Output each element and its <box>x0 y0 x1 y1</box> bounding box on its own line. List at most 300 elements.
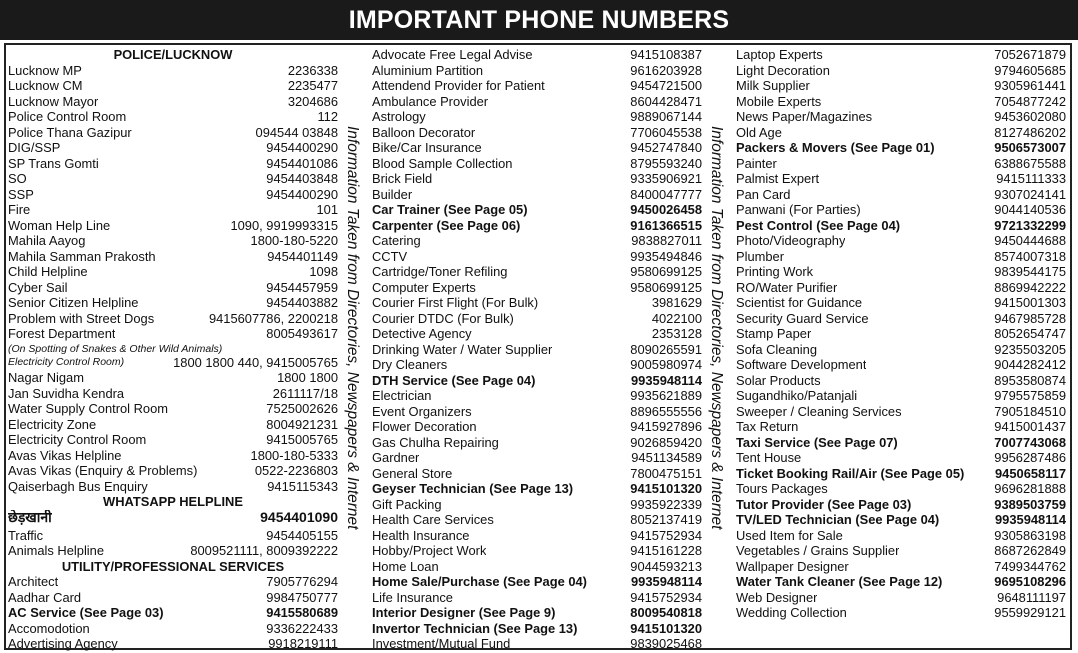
service-name: Painter <box>736 155 777 171</box>
phone-number: 8896555556 <box>630 403 702 419</box>
police-list-continued <box>8 370 338 494</box>
service-name: Drinking Water / Water Supplier <box>372 341 553 357</box>
phone-number: 9454401090 <box>260 508 338 525</box>
list-item <box>372 497 702 513</box>
phone-number: 9956287486 <box>994 450 1066 465</box>
service-name: Solar Products <box>736 372 821 388</box>
service-name: Scientist for Guidance <box>736 295 863 310</box>
phone-number: 9454721500 <box>630 78 702 93</box>
list-item <box>8 528 338 544</box>
service-name: Aluminium Partition <box>372 62 484 78</box>
list-item <box>8 233 338 249</box>
service-name: Cartridge/Toner Refiling <box>372 264 508 279</box>
phone-number: 7800475151 <box>630 465 702 481</box>
service-name: Astrology <box>372 109 426 124</box>
list-item <box>372 574 702 590</box>
phone-number: 2353128 <box>651 326 702 341</box>
list-item <box>736 450 1066 466</box>
list-item <box>372 419 702 435</box>
service-name: Problem with Street Dogs <box>8 310 155 326</box>
service-name: Panwani (For Parties) <box>736 202 861 217</box>
column-1 <box>8 47 338 652</box>
phone-number: 8604428471 <box>630 93 702 109</box>
list-item <box>736 388 1066 404</box>
service-name: DIG/SSP <box>8 140 61 155</box>
service-name: Forest Department <box>8 326 116 341</box>
service-name: Lucknow Mayor <box>8 93 99 109</box>
service-name: Photo/Videography <box>736 233 846 248</box>
list-item <box>736 264 1066 280</box>
source-note-vertical-2: Information Taken from Directories, Newspapers & Internet <box>708 126 725 530</box>
service-name: Dry Cleaners <box>372 357 448 372</box>
list-item <box>8 448 338 464</box>
list-item <box>372 187 702 203</box>
list-item <box>372 388 702 404</box>
service-name: AC Service (See Page 03) <box>8 605 164 620</box>
list-item <box>736 171 1066 187</box>
phone-number: 9161366515 <box>630 217 702 233</box>
list-item <box>372 404 702 420</box>
list-item <box>372 140 702 156</box>
phone-number: 9454403848 <box>266 171 338 186</box>
service-name: Water Supply Control Room <box>8 401 168 416</box>
electricity-numbers: 1800 1800 440, 9415005765 <box>173 354 338 370</box>
list-item <box>372 171 702 187</box>
service-name: Traffic <box>8 527 44 543</box>
service-name: Sugandhiko/Patanjali <box>736 388 858 403</box>
service-name: Pan Card <box>736 186 791 202</box>
phone-number: 9616203928 <box>630 62 702 78</box>
service-name: Mahila Samman Prakosth <box>8 248 156 264</box>
service-name: Pest Control (See Page 04) <box>736 217 901 233</box>
list-item <box>372 78 702 94</box>
phone-number: 9935494846 <box>630 248 702 264</box>
phone-number: 9450026458 <box>630 202 702 217</box>
electricity-note-row <box>8 355 338 371</box>
service-name: Electrician <box>372 388 432 403</box>
service-name: Ticket Booking Rail/Air (See Page 05) <box>736 465 965 481</box>
phone-number: 9467985728 <box>994 310 1066 326</box>
section-heading-police: POLICE/LUCKNOW <box>113 47 233 62</box>
service-name: Courier DTDC (For Bulk) <box>372 310 514 326</box>
list-item <box>372 47 702 63</box>
phone-number: 8869942222 <box>994 279 1066 295</box>
service-name: Electricity Control Room <box>8 432 147 447</box>
list-item <box>8 326 338 342</box>
phone-number: 7905776294 <box>266 574 338 589</box>
service-name: Police Control Room <box>8 109 127 124</box>
service-name: Gardner <box>372 450 420 465</box>
phone-number: 112 <box>317 109 338 124</box>
phone-number: 9695108296 <box>994 574 1066 589</box>
list-item <box>736 543 1066 559</box>
phone-number: 8953580874 <box>994 372 1066 388</box>
phone-number: 9454403882 <box>266 295 338 310</box>
phone-number: 7905184510 <box>994 403 1066 419</box>
list-item <box>372 559 702 575</box>
list-item <box>372 435 702 451</box>
list-item <box>736 590 1066 606</box>
service-name: Packers & Movers (See Page 01) <box>736 140 935 155</box>
list-item <box>372 63 702 79</box>
list-item <box>736 466 1066 482</box>
service-name: Mahila Aayog <box>8 233 86 248</box>
phone-number: 9415927896 <box>630 419 702 434</box>
service-name: Gas Chulha Repairing <box>372 434 499 450</box>
phone-number: 9839025468 <box>630 636 702 651</box>
list-item <box>736 481 1066 497</box>
list-item <box>372 512 702 528</box>
service-name: Qaiserbagh Bus Enquiry <box>8 478 148 494</box>
phone-number: 9415101320 <box>630 620 702 636</box>
list-item <box>736 295 1066 311</box>
service-name: Gift Packing <box>372 496 442 512</box>
phone-number: 9454400290 <box>266 186 338 202</box>
list-item <box>372 156 702 172</box>
list-item <box>372 373 702 389</box>
list-item <box>736 249 1066 265</box>
list-item <box>8 432 338 448</box>
list-item <box>736 404 1066 420</box>
phone-number: 9415752934 <box>630 589 702 605</box>
list-item <box>8 295 338 311</box>
list-item <box>372 94 702 110</box>
phone-number: 9838827011 <box>631 233 702 248</box>
phone-number: 9839544175 <box>994 264 1066 279</box>
list-item <box>372 280 702 296</box>
phone-number: 9451134589 <box>631 450 702 465</box>
service-name: Web Designer <box>736 589 818 605</box>
service-name: Home Sale/Purchase (See Page 04) <box>372 574 587 589</box>
list-item <box>372 590 702 606</box>
utility-list <box>8 574 338 652</box>
list-item <box>372 636 702 652</box>
phone-number: 9415580689 <box>266 605 338 620</box>
service-name: Wedding Collection <box>736 605 847 620</box>
phone-number: 2235477 <box>287 78 338 93</box>
section-heading-whatsapp: WHATSAPP HELPLINE <box>103 494 243 509</box>
service-name: Tours Packages <box>736 481 828 496</box>
phone-number: 9889067144 <box>630 109 702 124</box>
phone-number: 8090265591 <box>630 341 702 357</box>
service-name: Nagar Nigam <box>8 370 84 385</box>
service-name: Police Thana Gazipur <box>8 124 132 140</box>
column-2 <box>372 47 702 652</box>
list-item <box>372 109 702 125</box>
list-item <box>8 636 338 652</box>
service-name: CCTV <box>372 248 408 264</box>
service-name: Event Organizers <box>372 403 472 419</box>
phone-number: 7007743068 <box>994 434 1066 450</box>
phone-number: 8574007318 <box>994 248 1066 264</box>
phone-number: 7054877242 <box>994 93 1066 109</box>
phone-number: 9454400290 <box>266 140 338 155</box>
service-name: Used Item for Sale <box>736 527 843 543</box>
phone-number: 8009521111, 8009392222 <box>190 543 338 558</box>
phone-number: 9935948114 <box>995 512 1066 527</box>
phone-number: 8009540818 <box>630 605 702 620</box>
list-item <box>8 78 338 94</box>
phone-number: 9452747840 <box>630 140 702 155</box>
phone-number: 0522-2236803 <box>254 463 338 478</box>
phone-number: 9935621889 <box>630 388 702 403</box>
list-item <box>736 311 1066 327</box>
service-name: Sofa Cleaning <box>736 341 817 357</box>
service-name: Palmist Expert <box>736 171 820 186</box>
phone-number: 7052671879 <box>994 47 1066 62</box>
list-item <box>736 202 1066 218</box>
service-name: Plumber <box>736 248 784 264</box>
service-name: Brick Field <box>372 171 433 186</box>
list-item <box>372 481 702 497</box>
list-item <box>372 466 702 482</box>
list-item <box>372 249 702 265</box>
service-name: SSP <box>8 186 34 202</box>
service-name: Old Age <box>736 124 782 140</box>
phone-number: 4022100 <box>651 310 702 326</box>
list-item <box>8 510 338 528</box>
service-name: Flower Decoration <box>372 419 477 434</box>
service-name: DTH Service (See Page 04) <box>372 372 536 388</box>
phone-number: 9415101320 <box>630 481 702 496</box>
list-item <box>736 342 1066 358</box>
service-name: Laptop Experts <box>736 47 823 62</box>
phone-number: 9450444688 <box>994 233 1066 248</box>
list-item <box>736 419 1066 435</box>
phone-number: 8005493617 <box>266 326 338 341</box>
list-item <box>8 280 338 296</box>
list-item <box>736 373 1066 389</box>
service-name: Wallpaper Designer <box>736 558 849 574</box>
phone-number: 8004921231 <box>266 416 338 432</box>
phone-number: 8052137419 <box>630 512 702 527</box>
source-note-vertical-1: Information Taken from Directories, Newspapers & Internet <box>344 126 361 530</box>
list-item <box>8 621 338 637</box>
list-item <box>8 479 338 495</box>
service-name: Tax Return <box>736 419 799 434</box>
list-item <box>736 218 1066 234</box>
service-name: Sweeper / Cleaning Services <box>736 403 902 419</box>
service-name: Jan Suvidha Kendra <box>8 385 125 401</box>
list-item <box>736 512 1066 528</box>
service-name: Mobile Experts <box>736 93 822 109</box>
service-name: Advertising Agency <box>8 636 118 651</box>
service-name: Attendend Provider for Patient <box>372 78 545 93</box>
electricity-note: Electricity Control Room) <box>8 355 125 368</box>
list-item <box>8 386 338 402</box>
service-name: RO/Water Purifier <box>736 279 838 295</box>
service-name: Home Loan <box>372 558 439 574</box>
service-name: Carpenter (See Page 06) <box>372 217 521 233</box>
service-name: Taxi Service (See Page 07) <box>736 434 898 450</box>
service-name: Tent House <box>736 450 802 465</box>
service-name: Tutor Provider (See Page 03) <box>736 496 912 512</box>
service-name: Aadhar Card <box>8 589 82 605</box>
phone-number: 9918219111 <box>268 636 338 651</box>
phone-number: 1800 1800 <box>277 370 338 385</box>
list-item <box>8 574 338 590</box>
list-item <box>736 125 1066 141</box>
service-name: Health Care Services <box>372 512 494 527</box>
phone-number: 9415005765 <box>266 432 338 447</box>
services-list-l-w <box>736 47 1066 621</box>
phone-number: 3204686 <box>287 93 338 109</box>
list-item <box>372 233 702 249</box>
service-name: छेड़खानी <box>8 509 52 525</box>
phone-number: 9721332299 <box>994 217 1066 233</box>
service-name: Avas Vikas (Enquiry & Problems) <box>8 463 198 478</box>
service-name: Investment/Mutual Fund <box>372 636 511 651</box>
phone-number: 7525002626 <box>266 401 338 416</box>
phone-number: 9935948114 <box>631 372 702 388</box>
service-name: Courier First Flight (For Bulk) <box>372 295 539 310</box>
phone-number: 094544 03848 <box>255 124 338 140</box>
column-3 <box>736 47 1066 621</box>
list-item <box>736 140 1066 156</box>
phone-number: 9454457959 <box>266 279 338 295</box>
service-name: SP Trans Gomti <box>8 155 99 171</box>
phone-number: 9336222433 <box>266 620 338 636</box>
list-item <box>372 264 702 280</box>
phone-number: 8052654747 <box>994 326 1066 341</box>
phone-number: 9415115343 <box>267 478 338 494</box>
service-name: Car Trainer (See Page 05) <box>372 202 528 217</box>
phone-number: 9696281888 <box>994 481 1066 496</box>
service-name: Fire <box>8 202 31 217</box>
service-name: Software Development <box>736 357 867 372</box>
list-item <box>372 342 702 358</box>
list-item <box>372 605 702 621</box>
phone-number: 9794605685 <box>994 62 1066 78</box>
phone-number: 1800-180-5220 <box>250 233 338 248</box>
list-item <box>8 605 338 621</box>
service-name: Child Helpline <box>8 264 88 279</box>
list-item <box>372 218 702 234</box>
list-item <box>736 435 1066 451</box>
services-list-a-i <box>372 47 702 652</box>
page-title: IMPORTANT PHONE NUMBERS <box>0 0 1078 40</box>
phone-number: 9307024141 <box>994 186 1066 202</box>
list-item <box>372 326 702 342</box>
list-item <box>8 590 338 606</box>
service-name: Lucknow CM <box>8 78 83 93</box>
phone-number: 9044593213 <box>630 558 702 574</box>
list-item <box>736 605 1066 621</box>
service-name: Blood Sample Collection <box>372 155 513 171</box>
service-name: Accomodotion <box>8 620 90 636</box>
phone-number: 9580699125 <box>630 264 702 279</box>
list-item <box>8 401 338 417</box>
service-name: Invertor Technician (See Page 13) <box>372 620 578 636</box>
list-item <box>736 357 1066 373</box>
phone-number: 9235503205 <box>994 341 1066 357</box>
list-item <box>8 125 338 141</box>
phone-number: 9026859420 <box>630 434 702 450</box>
list-item <box>372 621 702 637</box>
list-item <box>736 559 1066 575</box>
service-name: Geyser Technician (See Page 13) <box>372 481 574 496</box>
service-name: Bike/Car Insurance <box>372 140 482 155</box>
list-item <box>8 417 338 433</box>
list-item <box>8 171 338 187</box>
list-item <box>372 295 702 311</box>
service-name: Life Insurance <box>372 589 453 605</box>
phone-number: 7499344762 <box>994 558 1066 574</box>
service-name: Vegetables / Grains Supplier <box>736 543 900 558</box>
phone-number: 9984750777 <box>266 589 338 605</box>
phone-number: 1800-180-5333 <box>250 447 338 463</box>
service-name: Milk Supplier <box>736 78 810 93</box>
service-name: Catering <box>372 233 421 248</box>
phone-number: 9415001303 <box>994 295 1066 310</box>
service-name: General Store <box>372 465 453 481</box>
phone-number: 9648111197 <box>997 589 1066 605</box>
whatsapp-list <box>8 510 338 559</box>
phone-number: 9580699125 <box>630 279 702 295</box>
service-name: Interior Designer (See Page 9) <box>372 605 556 620</box>
police-list <box>8 63 338 342</box>
service-name: Advocate Free Legal Advise <box>372 47 533 62</box>
list-item <box>736 187 1066 203</box>
list-item <box>8 63 338 79</box>
forest-note: (On Spotting of Snakes & Other Wild Animals) <box>8 342 223 355</box>
list-item <box>736 574 1066 590</box>
phone-number: 2236338 <box>287 62 338 78</box>
phone-number: 9795575859 <box>994 388 1066 403</box>
phone-number: 9559929121 <box>994 605 1066 620</box>
list-item <box>8 202 338 218</box>
phone-number: 9454405155 <box>266 527 338 543</box>
list-item <box>736 47 1066 63</box>
phone-number: 9044140536 <box>994 202 1066 217</box>
list-item <box>736 233 1066 249</box>
phone-number: 3981629 <box>651 295 702 310</box>
service-name: Printing Work <box>736 264 814 279</box>
service-name: Ambulance Provider <box>372 93 489 109</box>
phone-number: 9005980974 <box>630 357 702 372</box>
phone-number: 6388675588 <box>994 155 1066 171</box>
list-item <box>372 202 702 218</box>
list-item <box>372 357 702 373</box>
service-name: Water Tank Cleaner (See Page 12) <box>736 574 943 589</box>
phone-number: 9415108387 <box>630 47 702 62</box>
phone-number: 8687262849 <box>994 543 1066 558</box>
phone-number: 9305961441 <box>994 78 1066 93</box>
service-name: Health Insurance <box>372 527 470 543</box>
list-item <box>8 156 338 172</box>
phone-number: 101 <box>316 202 338 217</box>
phone-number: 9454401149 <box>267 248 338 264</box>
service-name: Animals Helpline <box>8 543 105 558</box>
list-item <box>8 463 338 479</box>
list-item <box>736 156 1066 172</box>
list-item <box>372 543 702 559</box>
service-name: Woman Help Line <box>8 217 111 233</box>
phone-number: 9935922339 <box>630 496 702 512</box>
service-name: Builder <box>372 186 413 202</box>
list-item <box>736 280 1066 296</box>
list-item <box>8 311 338 327</box>
service-name: Security Guard Service <box>736 310 869 326</box>
list-item <box>8 140 338 156</box>
service-name: Senior Citizen Helpline <box>8 295 139 310</box>
service-name: Computer Experts <box>372 279 476 295</box>
list-item <box>736 497 1066 513</box>
phone-number: 2611117/18 <box>272 385 338 401</box>
phone-number: 9415752934 <box>630 527 702 543</box>
list-item <box>8 109 338 125</box>
list-item <box>372 528 702 544</box>
